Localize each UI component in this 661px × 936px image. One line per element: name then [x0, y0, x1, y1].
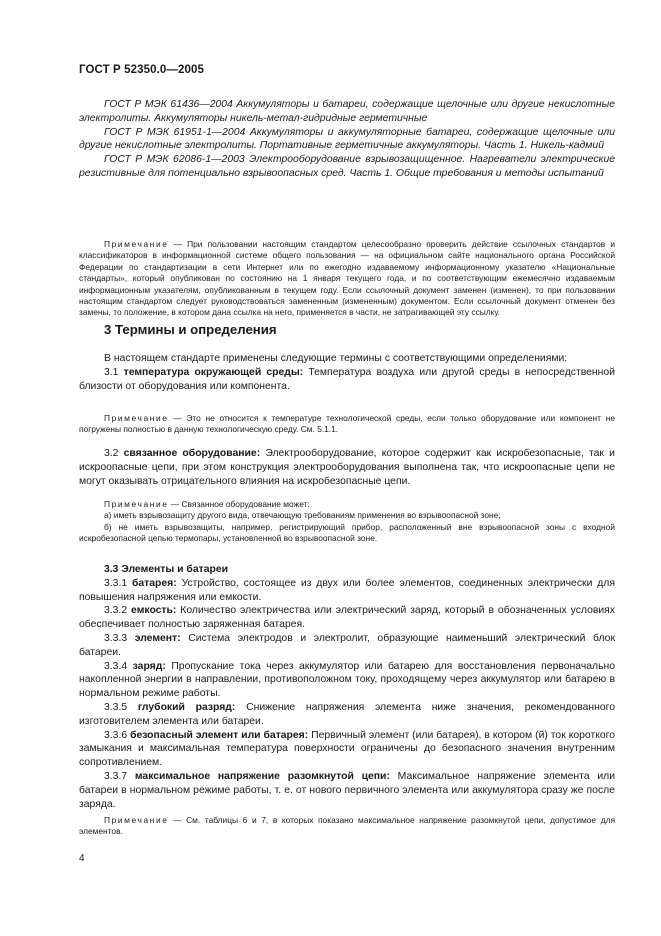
note-text: — См. таблицы 6 и 7, в которых показано максимальное напряжение разомкнутой цепи, допустимое для элементов. — [79, 815, 615, 837]
reference-item: ГОСТ Р МЭК 62086-1—2003 Электрооборудование взрывозащищенное. Нагреватели электрические резистивные для потенциально взрывоопасных сред. Часть 1. Общие требования и методы испытаний — [79, 154, 615, 179]
page-number: 4 — [79, 853, 85, 864]
section-body — [79, 352, 615, 393]
term-3-3-2: 3.3.2 емкость: Количество электричества или электрический заряд, который в обозначенных условиях обеспечивает полностью заряженная батарея. — [79, 605, 616, 631]
term-definition: Электрооборудование, которое содержит как искробезопасные, так и искроопасные цепи, при этом конструкция электрооборудования выполнена так, что искроопасные цепи не могут оказывать отрицательного влияния на искробезопасные цепи. — [79, 448, 615, 487]
term-3-2-block — [79, 447, 615, 488]
list-item: б) не иметь взрывозащиты, например, регистрирующий прибор, расположенный вне взрывоопасной зоны с входной искробезопасной цепью термопары, установленной во взрывоопасной зоне. — [79, 521, 615, 544]
term-definition: Температура воздуха или другой среды в непосредственной близости от оборудования или компонента. — [79, 366, 615, 392]
reference-item: ГОСТ Р МЭК 61951-1—2004 Аккумуляторы и аккумуляторные батареи, содержащие щелочные или другие некислотные электролиты. Портативные герметичные аккумуляторы. Часть 1. Никель-кадмий — [79, 126, 615, 152]
section-intro: В настоящем стандарте применены следующие термины с соответствующими определениями: — [104, 353, 568, 364]
note-label: Примечание — [104, 815, 169, 825]
term-definition: Пропускание тока через аккумулятор или батарею для восстановления первоначально накопленной энергии в направлении, противоположном току, проходящему через аккумулятор или батарею в нормальном режиме работы. — [79, 660, 615, 700]
section-title: 3 Термины и определения — [104, 322, 277, 337]
references-note — [79, 239, 615, 319]
subsection-title: 3.3 Элементы и батареи — [104, 564, 229, 575]
term-definition: Первичный элемент (или батарея), в котором (й) ток короткого замыкания и максимальная температура поверхности ограничены до безопасного значения внутренним сопротивлением. — [79, 729, 615, 769]
note-text: — Связанное оборудование может: — [168, 499, 310, 509]
term-name: температура окружающей среды: — [123, 366, 304, 378]
term-3-3-6: 3.3.6 безопасный элемент или батарея: Первичный элемент (или батарея), в котором (й) ток короткого замыкания и максимальная температура поверхности ограничены до безопасного значения внутренним сопротивлением. — [79, 729, 615, 769]
list-item: а) иметь взрывозащиту другого вида, отвечающую требованиям применения во взрывоопасной зоне; — [104, 510, 501, 521]
term-3-3-5: 3.3.5 глубокий разряд: Снижение напряжения элемента ниже значения, рекомендованного изготовителем элемента или батареи. — [79, 701, 615, 727]
term-name: заряд: — [132, 660, 166, 672]
note-label: Примечание — [104, 413, 169, 423]
term-3-3-3: 3.3.3 элемент: Система электродов и электролит, образующие наименьший электрический блок батареи. — [79, 632, 615, 658]
term-3-2: 3.2 связанное оборудование: Электрооборудование, которое содержит как искробезопасные, так и искроопасные цепи, при этом конструкция электрооборудования выполнена так, что искроопасные цепи не могут оказывать отрицательного влияния на искробезопасные цепи. — [79, 448, 615, 487]
reference-item: ГОСТ Р МЭК 61436—2004 Аккумуляторы и батареи, содержащие щелочные или другие некислотные электролиты. Аккумуляторы никель-метал-гидридные герметичные — [79, 99, 615, 124]
note-text: — Это не относится к температуре технологической среды, если только оборудование или компонент не погружены полностью в данную технологическую среду. См. 5.1.1. — [79, 413, 615, 435]
document-header: ГОСТ Р 52350.0—2005 — [79, 64, 204, 76]
note-3-2 — [79, 499, 615, 545]
subsection-3-3 — [79, 563, 615, 811]
term-name: связанное оборудование: — [123, 448, 261, 459]
term-3-3-7: 3.3.7 максимальное напряжение разомкнутой цепи: Максимальное напряжение элемента или батареи в нормальном режиме работы, т. е. от нового первичного элемента или аккумулятора сразу же после заряда. — [79, 770, 616, 810]
term-definition: Снижение напряжения элемента ниже значения, рекомендованного изготовителем элемента или батареи. — [79, 701, 615, 727]
term-definition: Количество электричества или электрический заряд, который в обозначенных условиях обеспечивает полностью заряженная батарея. — [79, 605, 616, 631]
note-label: Примечание — [104, 499, 169, 509]
term-name: емкость: — [131, 605, 177, 617]
term-definition: Устройство, состоящее из двух или более элементов, соединенных электрически для повышения напряжения или емкости. — [79, 577, 615, 603]
term-3-3-1: 3.3.1 батарея: Устройство, состоящее из двух или более элементов, соединенных электрически для повышения напряжения или емкости. — [79, 577, 615, 603]
term-name: элемент: — [134, 632, 181, 644]
term-3-3-4: 3.3.4 заряд: Пропускание тока через аккумулятор или батарею для восстановления первоначально накопленной энергии в направлении, противоположном току, проходящему через аккумулятор или батарею в нормальном режиме работы. — [79, 660, 615, 700]
term-name: безопасный элемент или батарея: — [130, 729, 309, 741]
term-name: глубокий разряд: — [137, 701, 236, 713]
note-label: Примечание — [104, 239, 169, 249]
normative-references — [79, 98, 615, 181]
term-definition: Максимальное напряжение элемента или батареи в нормальном режиме работы, т. е. от нового первичного элемента или аккумулятора сразу же после заряда. — [79, 770, 616, 810]
term-3-1: 3.1 температура окружающей среды: Температура воздуха или другой среды в непосредственной близости от оборудования или компонента. — [79, 366, 615, 392]
note-text: — При пользовании настоящим стандартом целесообразно проверить действие ссылочных стандартов и классификаторов в информационной системе общего пользования — на официальном сайте национального органа Российской Федерации по стандартизации в сети Интернет или по ежегодно издаваемому информационному указателю «Национальные стандарты», который опубликован по состоянию на 1 января текущего года, и по соответствующим ежемесячно издаваемым информационным указателям, опубликованным в текущем году. Если ссылочный документ заменен (изменен), то при пользовании настоящим стандартом следует руководствоваться замененным (измененным) документом. Если ссылочный документ отменен без замены, то положение, в котором дана ссылка на него, применяется в части, не затрагивающей эту ссылку. — [79, 239, 615, 318]
note-3-1 — [79, 413, 615, 436]
note-3-3-7 — [79, 815, 615, 838]
term-name: максимальное напряжение разомкнутой цепи: — [134, 770, 390, 782]
term-name: батарея: — [131, 577, 177, 589]
term-definition: Система электродов и электролит, образующие наименьший электрический блок батареи. — [79, 632, 615, 658]
